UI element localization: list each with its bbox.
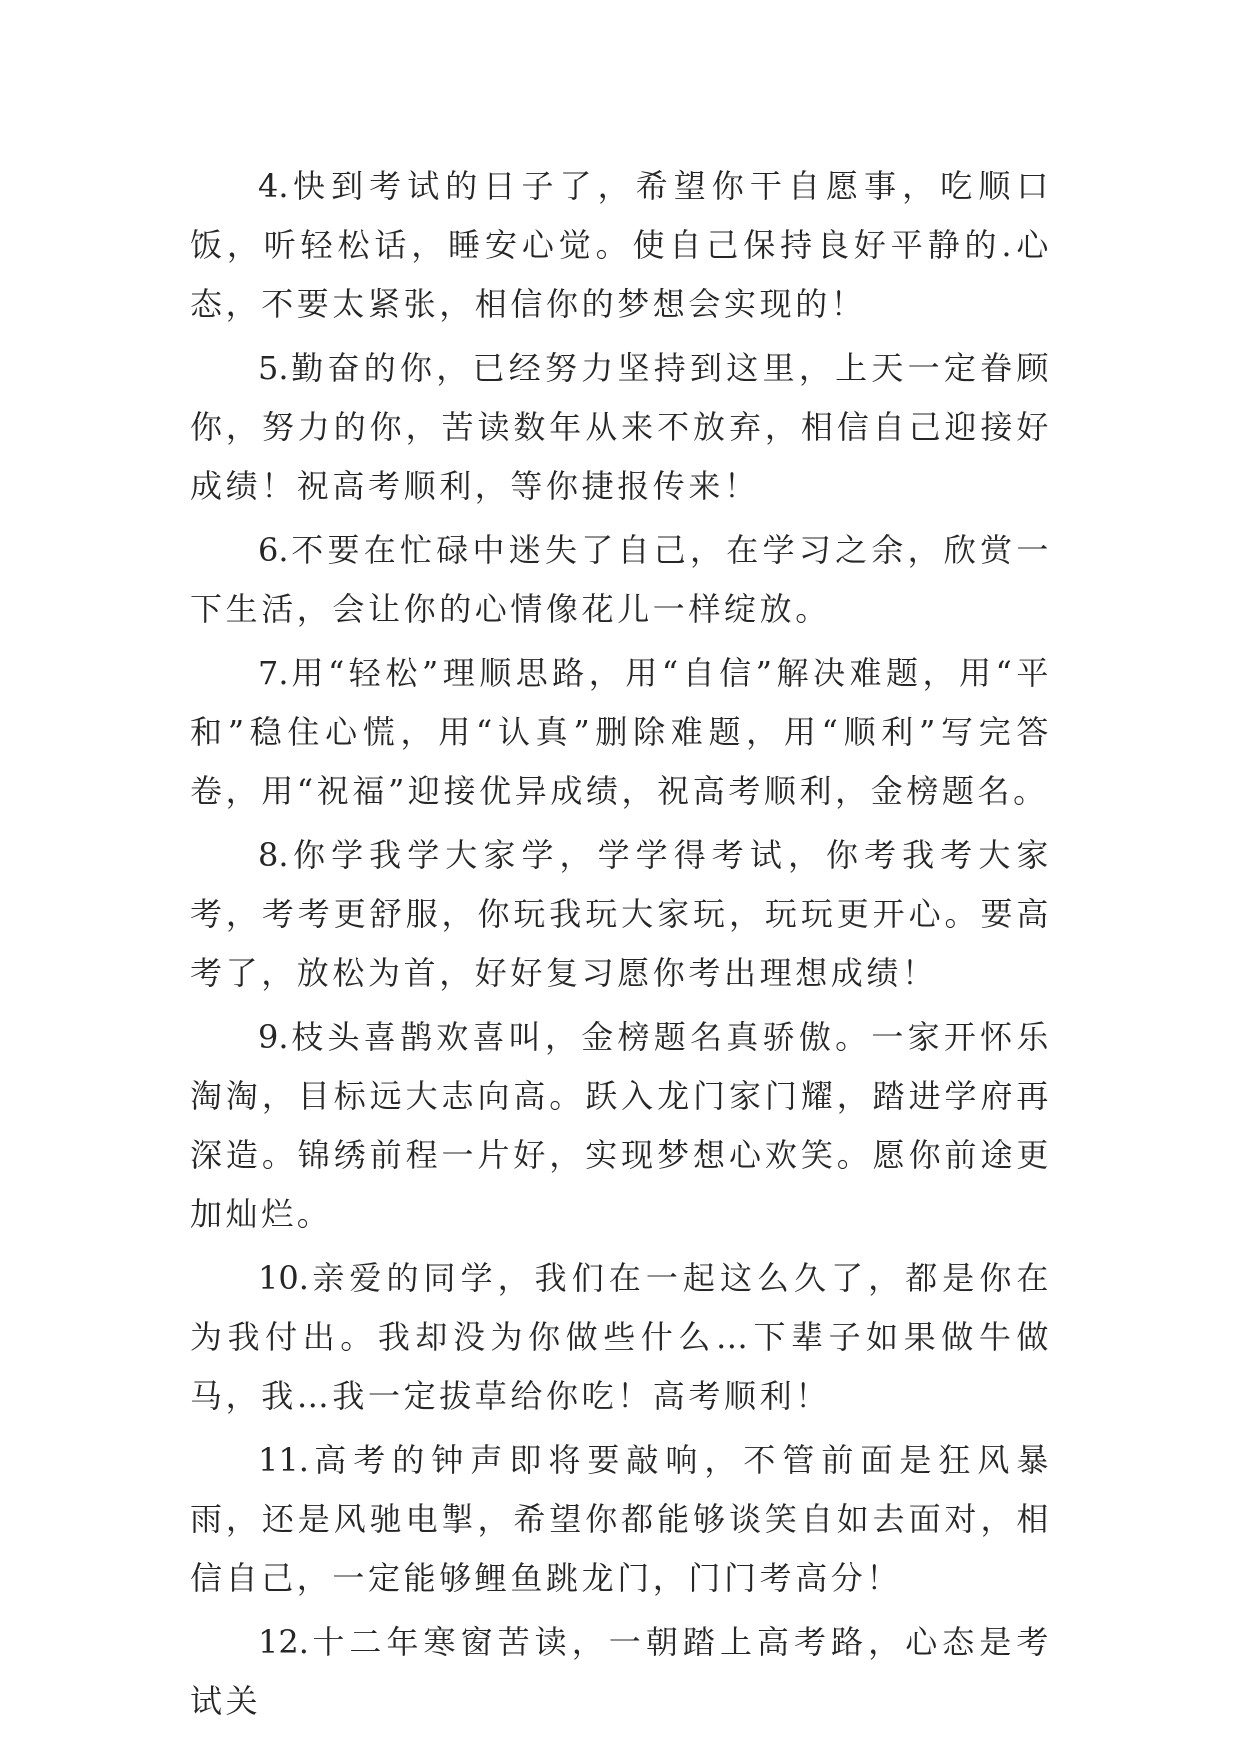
- paragraph-6: [190, 521, 1052, 639]
- paragraph-text: 你学我学大家学，学学得考试，你考我考大家考，考考更舒服，你玩我玩大家玩，玩玩更开心。要高考了，放松为首，好好复习愿你考出理想成绩！: [190, 836, 1052, 992]
- paragraph-number: 7.: [258, 654, 289, 692]
- paragraph-text: 快到考试的日子了，希望你干自愿事，吃顺口饭，听轻松话，睡安心觉。使自己保持良好平静的.心态，不要太紧张，相信你的梦想会实现的！: [190, 167, 1052, 323]
- paragraph-9: [190, 1008, 1052, 1244]
- paragraph-number: 12.: [258, 1623, 309, 1661]
- paragraph-11: [190, 1431, 1052, 1608]
- paragraph-number: 4.: [258, 167, 289, 205]
- paragraph-number: 9.: [258, 1018, 289, 1056]
- paragraph-number: 6.: [258, 531, 289, 569]
- paragraph-text: 亲爱的同学，我们在一起这么久了，都是你在为我付出。我却没为你做些什么…下辈子如果做牛做马，我…我一定拔草给你吃！高考顺利！: [190, 1259, 1052, 1415]
- paragraph-number: 5.: [258, 349, 289, 387]
- paragraph-text: 不要在忙碌中迷失了自己，在学习之余，欣赏一下生活，会让你的心情像花儿一样绽放。: [190, 531, 1052, 628]
- paragraph-text: 十二年寒窗苦读，一朝踏上高考路，心态是考试关: [190, 1623, 1052, 1720]
- paragraph-4: [190, 157, 1052, 334]
- paragraph-12: [190, 1613, 1052, 1731]
- paragraph-number: 8.: [258, 836, 289, 874]
- paragraph-10: [190, 1249, 1052, 1426]
- paragraph-7: [190, 644, 1052, 821]
- paragraph-text: 高考的钟声即将要敲响，不管前面是狂风暴雨，还是风驰电掣，希望你都能够谈笑自如去面对，相信自己，一定能够鲤鱼跳龙门，门门考高分！: [190, 1441, 1052, 1597]
- paragraph-number: 11.: [258, 1441, 309, 1479]
- paragraph-5: [190, 339, 1052, 516]
- document-body: [190, 157, 1052, 1736]
- paragraph-8: [190, 826, 1052, 1003]
- paragraph-text: 勤奋的你，已经努力坚持到这里，上天一定眷顾你，努力的你，苦读数年从来不放弃，相信自己迎接好成绩！祝高考顺利，等你捷报传来！: [190, 349, 1052, 505]
- paragraph-text: 枝头喜鹊欢喜叫，金榜题名真骄傲。一家开怀乐淘淘，目标远大志向高。跃入龙门家门耀，踏进学府再深造。锦绣前程一片好，实现梦想心欢笑。愿你前途更加灿烂。: [190, 1018, 1052, 1233]
- paragraph-number: 10.: [258, 1259, 309, 1297]
- paragraph-text: 用“轻松”理顺思路，用“自信”解决难题，用“平和”稳住心慌，用“认真”删除难题，用“顺利”写完答卷，用“祝福”迎接优异成绩，祝高考顺利，金榜题名。: [190, 654, 1052, 810]
